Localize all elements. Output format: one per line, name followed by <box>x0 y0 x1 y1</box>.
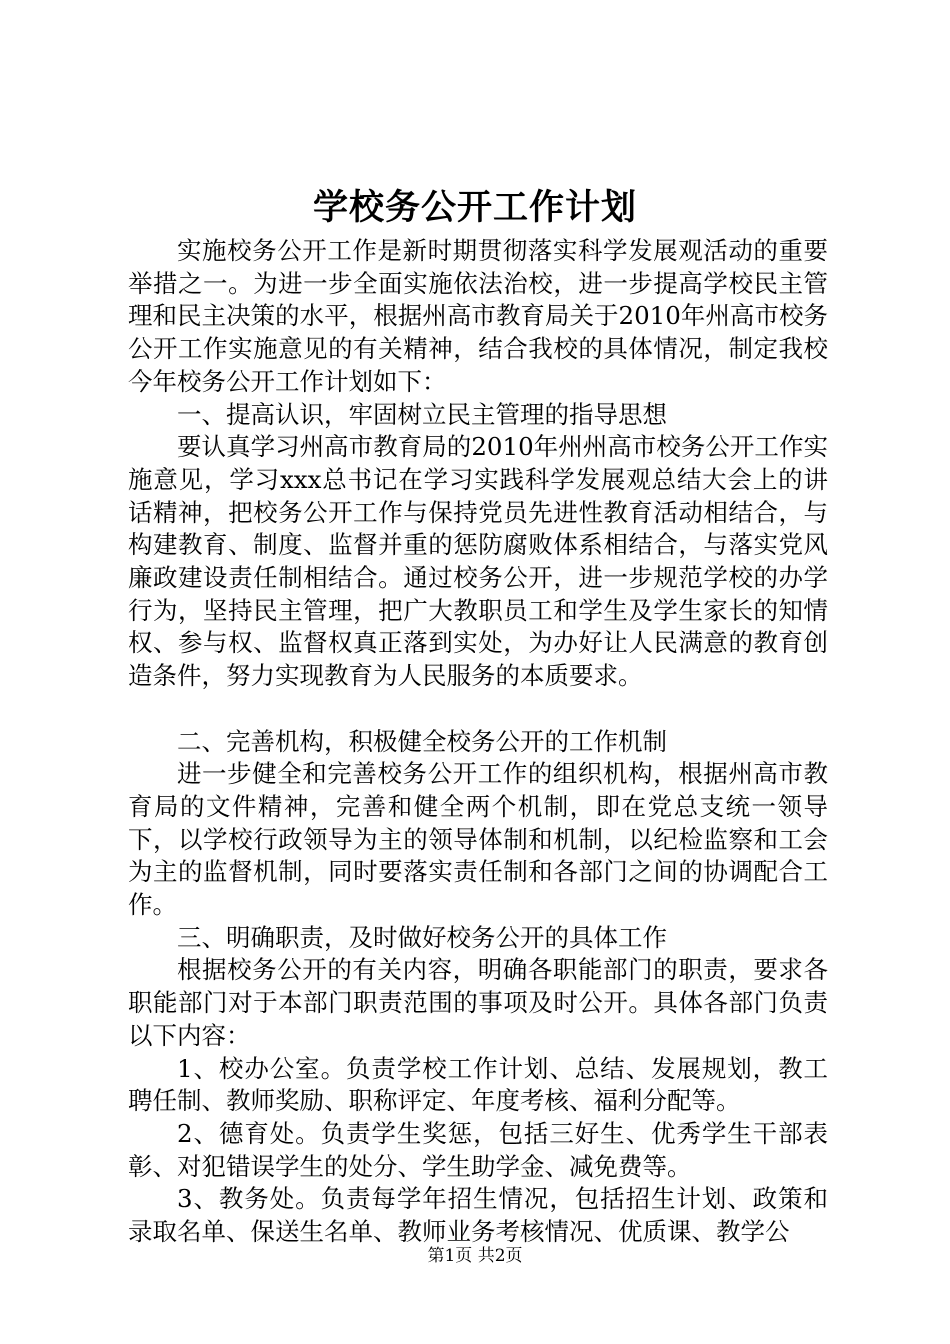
blank-line <box>128 693 828 726</box>
list-item-academic-affairs: 3、教务处。负责每学年招生情况，包括招生计划、政策和录取名单、保送生名单、教师业务考核情况、优质课、教学公 <box>128 1184 828 1247</box>
section-heading-3: 三、明确职责，及时做好校务公开的具体工作 <box>177 922 667 952</box>
section-heading-2: 二、完善机构，积极健全校务公开的工作机制 <box>177 726 667 756</box>
paragraph-section-2: 进一步健全和完善校务公开工作的组织机构，根据州高市教育局的文件精神，完善和健全两个机制，即在党总支统一领导下，以学校行政领导为主的领导体制和机制，以纪检监察和工会为主的监督机制，同时要落实责任制和各部门之间的协调配合工作。 <box>128 759 828 920</box>
page-footer: 第1页 共2页 <box>427 1246 523 1266</box>
paragraph-intro: 实施校务公开工作是新时期贯彻落实科学发展观活动的重要举措之一。为进一步全面实施依法治校，进一步提高学校民主管理和民主决策的水平，根据州高市教育局关于2010年州高市校务公开工作实施意见的有关精神，结合我校的具体情况，制定我校今年校务公开工作计划如下： <box>128 236 828 396</box>
list-item-moral-education: 2、德育处。负责学生奖惩，包括三好生、优秀学生干部表彰、对犯错误学生的处分、学生助学金、减免费等。 <box>128 1118 828 1181</box>
document-title: 学校务公开工作计划 <box>312 187 637 228</box>
paragraph-section-1: 要认真学习州高市教育局的2010年州州高市校务公开工作实施意见，学习xxx总书记在学习实践科学发展观总结大会上的讲话精神，把校务公开工作与保持党员先进性教育活动相结合，与构建教育、制度、监督并重的惩防腐败体系相结合，与落实党风廉政建设责任制相结合。通过校务公开，进一步规范学校的办学行为，坚持民主管理，把广大教职员工和学生及学生家长的知情权、参与权、监督权真正落到实处，为办好让人民满意的教育创造条件，努力实现教育为人民服务的本质要求。 <box>128 432 828 691</box>
list-item-office: 1、校办公室。负责学校工作计划、总结、发展规划，教工聘任制、教师奖励、职称评定、年度考核、福利分配等。 <box>128 1053 828 1116</box>
paragraph-section-3: 根据校务公开的有关内容，明确各职能部门的职责，要求各职能部门对于本部门职责范围的事项及时公开。具体各部门负责以下内容： <box>128 955 828 1050</box>
section-heading-1: 一、提高认识，牢固树立民主管理的指导思想 <box>177 399 667 429</box>
document-body <box>128 235 828 1249</box>
